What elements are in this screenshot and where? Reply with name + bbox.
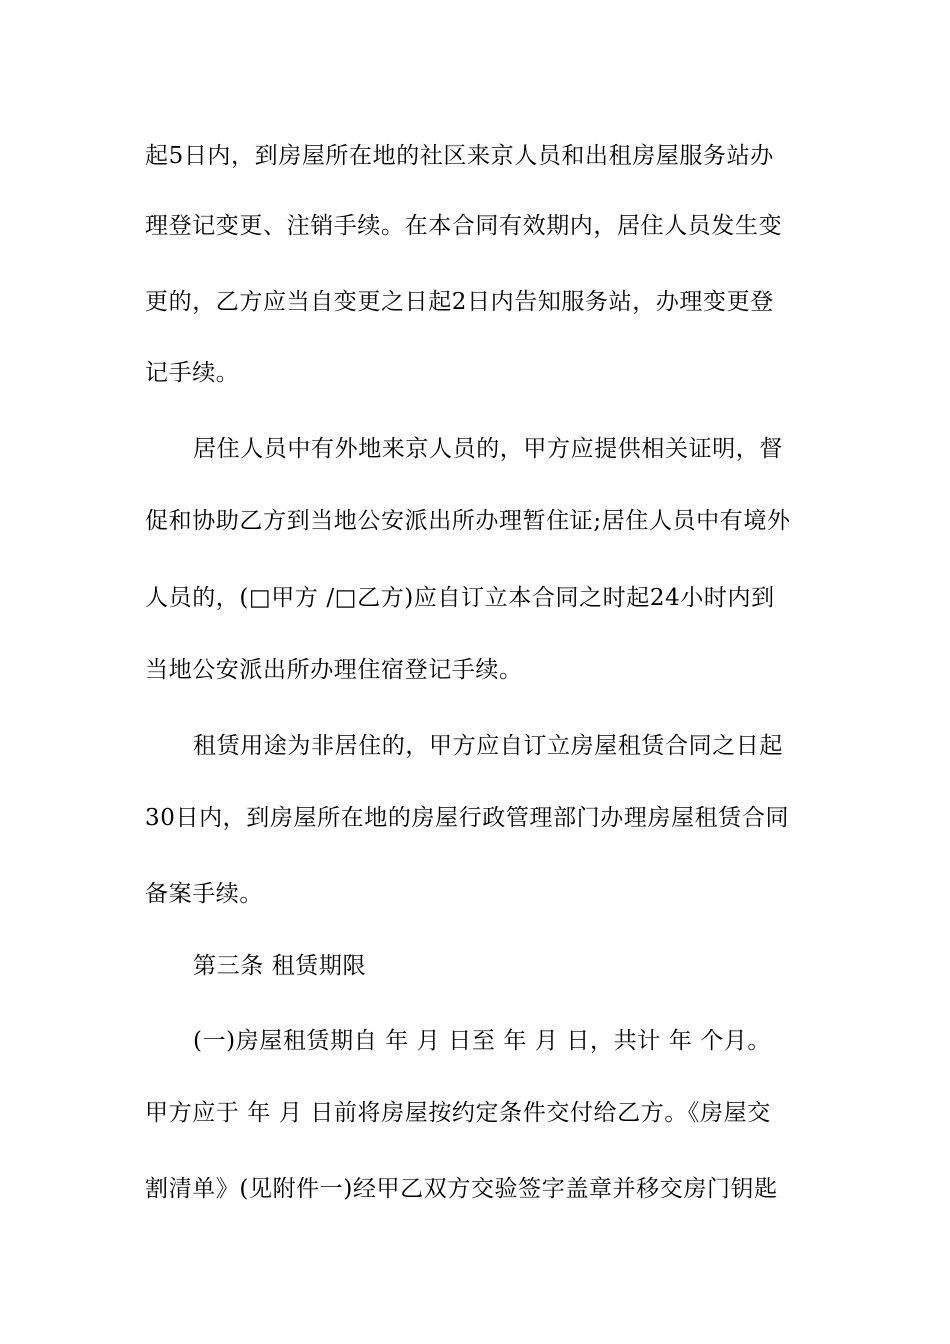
text-line: 割清单》(见附件一)经甲乙双方交验签字盖章并移交房门钥匙 bbox=[145, 1176, 778, 1202]
paragraph-first-line: (一)房屋租赁期自 年 月 日至 年 月 日，共计 年 个月。 bbox=[193, 1028, 772, 1054]
text-line: 更的，乙方应当自变更之日起2日内告知服务站，办理变更登 bbox=[145, 289, 774, 315]
text-line: 当地公安派出所办理住宿登记手续。 bbox=[145, 657, 523, 683]
text-line: 甲方应于 年 月 日前将房屋按约定条件交付给乙方。《房屋交 bbox=[145, 1100, 771, 1126]
text-line: 起5日内，到房屋所在地的社区来京人员和出租房屋服务站办 bbox=[145, 143, 774, 169]
text-line: 30日内，到房屋所在地的房屋行政管理部门办理房屋租赁合同 bbox=[145, 805, 790, 831]
section-heading: 第三条 租赁期限 bbox=[193, 953, 367, 979]
paragraph-first-line: 居住人员中有外地来京人员的，甲方应提供相关证明，督 bbox=[193, 436, 783, 462]
text-line: 备案手续。 bbox=[145, 881, 263, 907]
text-line: 人员的，(□甲方 /□乙方)应自订立本合同之时起24小时内到 bbox=[145, 585, 775, 611]
text-line: 记手续。 bbox=[145, 360, 240, 386]
text-line: 促和协助乙方到当地公安派出所办理暂住证;居住人员中有境外 bbox=[145, 508, 791, 534]
text-line: 理登记变更、注销手续。在本合同有效期内，居住人员发生变 bbox=[145, 213, 783, 239]
paragraph-first-line: 租赁用途为非居住的，甲方应自订立房屋租赁合同之日起 bbox=[193, 733, 783, 759]
